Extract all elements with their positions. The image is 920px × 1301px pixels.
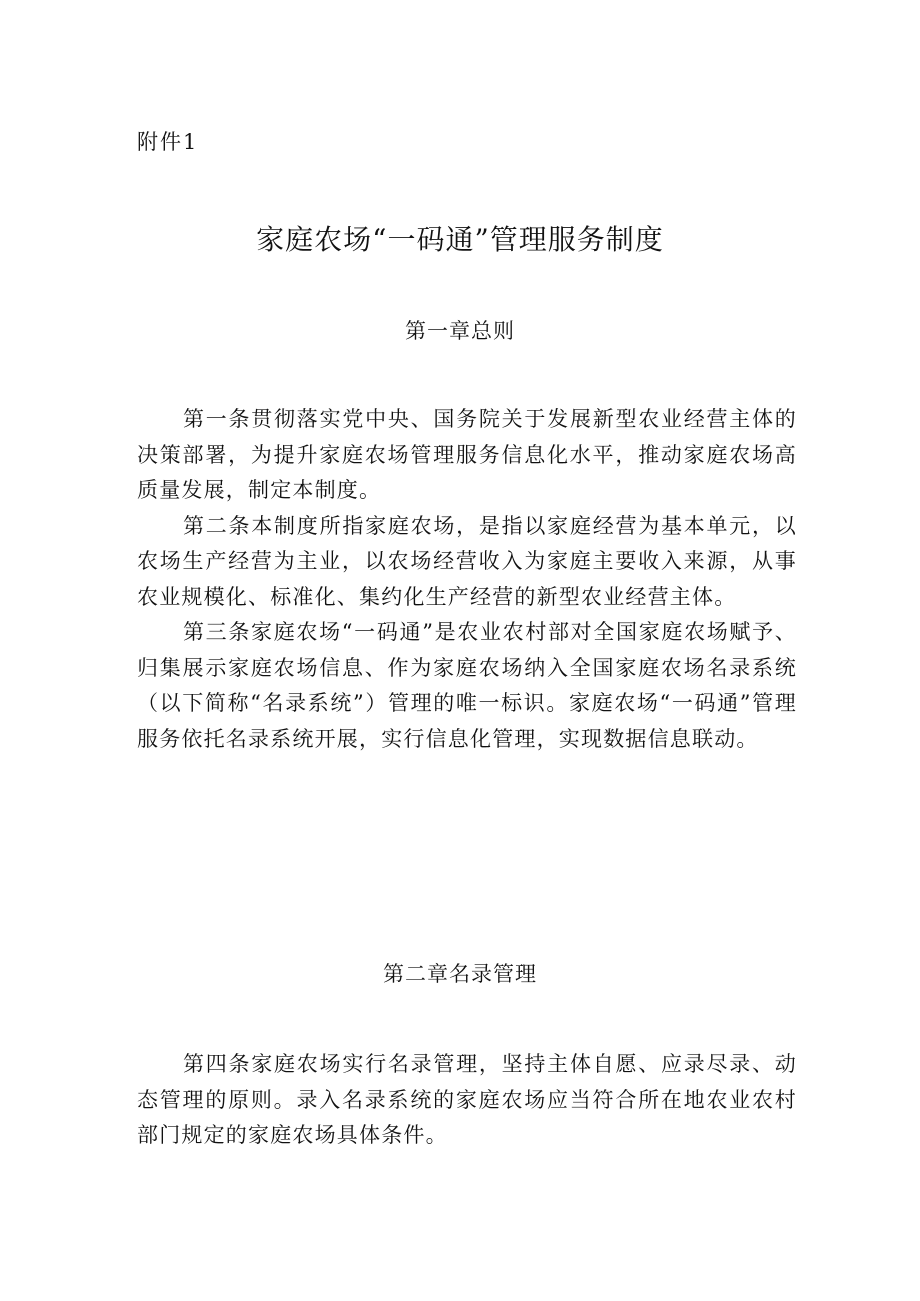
document-title: 家庭农场“一码通”管理服务制度 <box>256 223 664 256</box>
article-4: 第四条家庭农场实行名录管理，坚持主体自愿、应录尽录、动态管理的原则。录入名录系统的家庭农场应当符合所在地农业农村部门规定的家庭农场具体条件。 <box>137 1052 797 1147</box>
chapter-2-body <box>137 1047 797 1154</box>
article-2: 第二条本制度所指家庭农场，是指以家庭经营为基本单元，以农场生产经营为主业，以农场经营收入为家庭主要收入来源，从事农业规模化、标准化、集约化生产经营的新型农业经营主体。 <box>137 513 797 609</box>
chapter-heading-1: 第一章总则 <box>405 319 515 343</box>
article-1: 第一条贯彻落实党中央、国务院关于发展新型农业经营主体的决策部署，为提升家庭农场管理服务信息化水平，推动家庭农场高质量发展，制定本制度。 <box>137 407 797 502</box>
chapter-heading-2: 第二章名录管理 <box>383 962 537 986</box>
attachment-label: 附件1 <box>137 130 199 154</box>
article-3: 第三条家庭农场“一码通”是农业农村部对全国家庭农场赋予、归集展示家庭农场信息、作为家庭农场纳入全国家庭农场名录系统（以下简称“名录系统”）管理的唯一标识。家庭农场“一码通”管理服务依托名录系统开展，实行信息化管理，实现数据信息联动。 <box>137 620 797 751</box>
chapter-1-body <box>137 402 797 757</box>
